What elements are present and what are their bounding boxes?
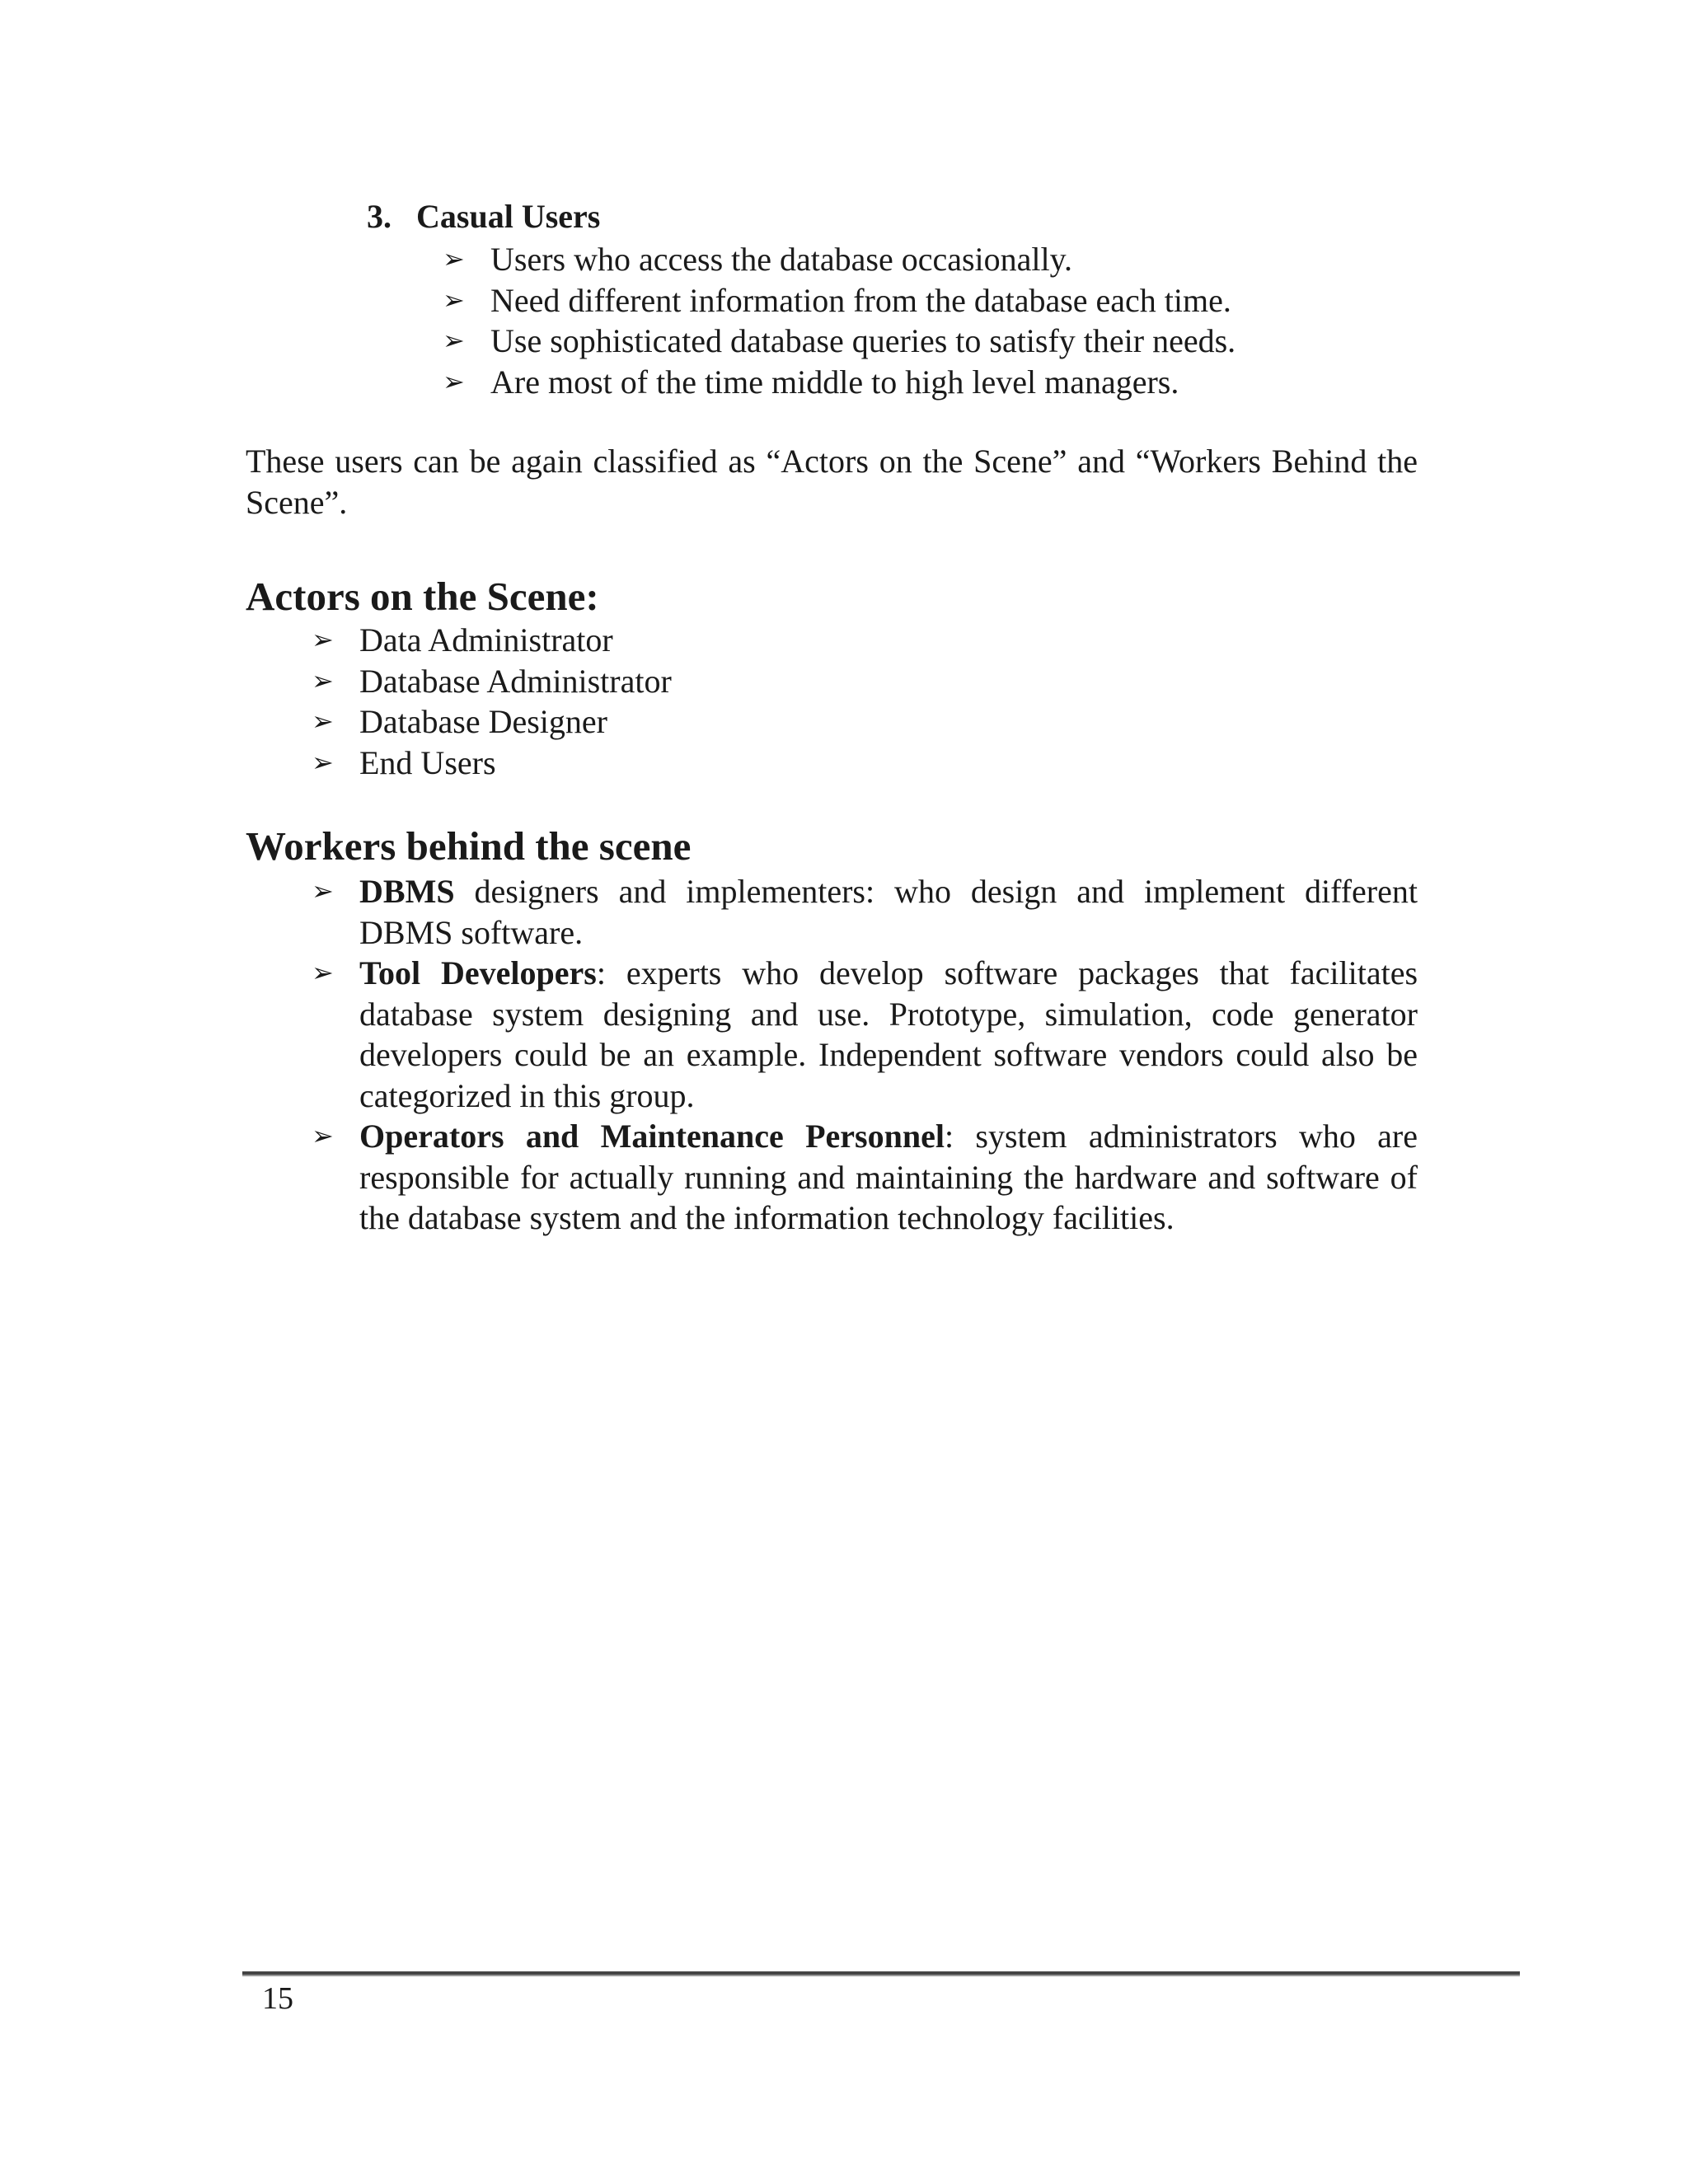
list-item [443,280,1422,321]
workers-list [312,871,1418,1239]
list-item [312,743,1348,784]
list-item-text: Users who access the database occasionally. [490,241,1073,278]
footer-divider [242,1971,1520,1976]
list-item [443,362,1422,403]
page-number: 15 [262,1981,293,2016]
arrow-bullet-icon: ➢ [312,624,334,655]
list-item [312,1116,1418,1239]
list-item-text: End Users [359,743,496,781]
list-item-text: Use sophisticated database queries to satisfy their needs. [490,322,1236,359]
arrow-bullet-icon: ➢ [312,1120,334,1151]
term: Tool Developers [359,954,597,991]
definition: designers and implementers: who design and implement different DBMS software. [359,873,1418,951]
definition: : system administrators who are responsible for actually running and maintaining the hardware and software of the database system and the information technology facilities. [359,1118,1418,1236]
arrow-bullet-icon: ➢ [443,325,465,356]
list-item [312,661,1348,702]
list-item-text: Database Designer [359,703,607,740]
term: Operators and Maintenance Personnel [359,1118,945,1155]
arrow-bullet-icon: ➢ [312,705,334,737]
definition: : experts who develop software packages that facilitates database system designing and use. Prototype, simulation, code generator developers could be an example. Independent software vendors could also be categorized in this group. [359,954,1418,1114]
list-number: 3. [367,198,392,235]
arrow-bullet-icon: ➢ [443,365,465,397]
casual-users-heading [367,196,600,237]
list-item-text: Data Administrator [359,621,613,658]
list-item [443,239,1422,280]
list-item [312,620,1348,661]
arrow-bullet-icon: ➢ [312,746,334,778]
casual-users-title: Casual Users [416,198,601,235]
list-item [312,953,1418,1116]
actors-heading: Actors on the Scene: [246,574,599,619]
list-item [312,701,1348,743]
casual-users-list [443,239,1422,402]
list-item [443,321,1422,362]
workers-heading: Workers behind the scene [246,823,692,869]
list-item-text: Database Administrator [359,662,672,700]
arrow-bullet-icon: ➢ [443,243,465,274]
list-item-text: Need different information from the database each time. [490,281,1231,319]
arrow-bullet-icon: ➢ [443,284,465,316]
arrow-bullet-icon: ➢ [312,957,334,988]
term: DBMS [359,873,455,910]
classification-paragraph: These users can be again classified as “Actors on the Scene” and “Workers Behind the Scene”. [246,443,1418,521]
actors-list [312,620,1348,783]
list-item-text: Are most of the time middle to high level managers. [490,363,1179,401]
list-item [312,871,1418,953]
arrow-bullet-icon: ➢ [312,875,334,907]
arrow-bullet-icon: ➢ [312,664,334,696]
